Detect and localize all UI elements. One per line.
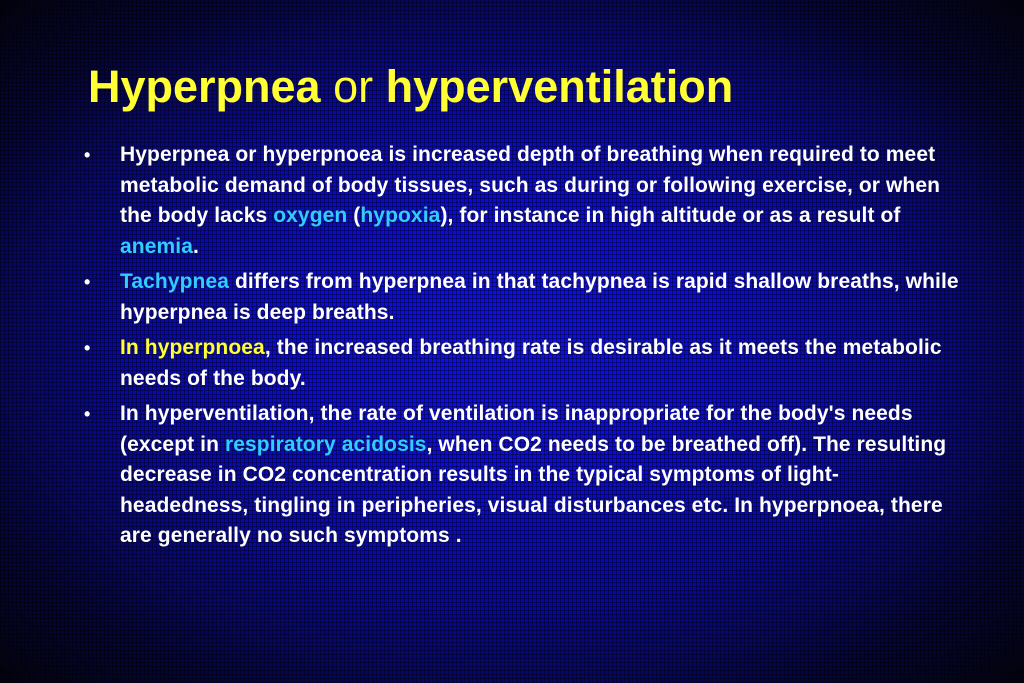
bullet-text: In hyperventilation, the rate of ventilation is inappropriate for the body's needs (except in <box>120 402 913 456</box>
bullet-text: . <box>192 234 199 258</box>
link-anemia[interactable]: anemia <box>120 234 193 258</box>
bullet-point-icon: • <box>84 145 91 165</box>
bullet-item-hyperpnoea-rate <box>84 333 964 394</box>
link-respiratory-acidosis[interactable]: respiratory acidosis <box>224 432 427 456</box>
bullet-text: Hyperpnea or hyperpnoea is increased depth of breathing when required to meet metabolic demand of body tissues, such as during or following exercise, or when the body lacks <box>120 143 941 227</box>
bullet-text: , when CO2 needs to be breathed off). The resulting decrease in CO2 concentration results in the typical symptoms of light-headedness, tingling in peripheries, visual disturbances etc. In hyperpnoea, there are generally no such symptoms . <box>120 432 947 547</box>
bullet-text: ), for instance in high altitude or as a result of <box>440 204 901 227</box>
link-hypoxia[interactable]: hypoxia <box>360 204 441 227</box>
link-oxygen[interactable]: oxygen <box>273 204 348 227</box>
bullet-text: differs from hyperpnea in that tachypnea is rapid shallow breaths, while hyperpnea is deep breaths. <box>120 270 959 324</box>
title-term-hyperpnea: Hyperpnea <box>88 61 321 112</box>
link-tachypnea[interactable]: Tachypnea <box>120 270 230 293</box>
title-connector: or <box>320 61 386 112</box>
bullet-point-icon: • <box>84 272 91 292</box>
bullet-item-hyperventilation <box>84 399 964 552</box>
bullet-item-tachypnea <box>84 267 964 328</box>
bullet-point-icon: • <box>84 338 91 358</box>
title-term-hyperventilation: hyperventilation <box>385 61 734 112</box>
bullet-text: ( <box>347 204 361 227</box>
bullet-item-hyperpnea-definition <box>84 140 964 262</box>
bullet-list <box>84 140 964 557</box>
slide-title <box>88 56 733 118</box>
highlight-in-hyperpnoea: In hyperpnoea <box>120 336 265 359</box>
bullet-point-icon: • <box>84 404 91 424</box>
bullet-text: , the increased breathing rate is desirable as it meets the metabolic needs of the body. <box>120 336 942 390</box>
